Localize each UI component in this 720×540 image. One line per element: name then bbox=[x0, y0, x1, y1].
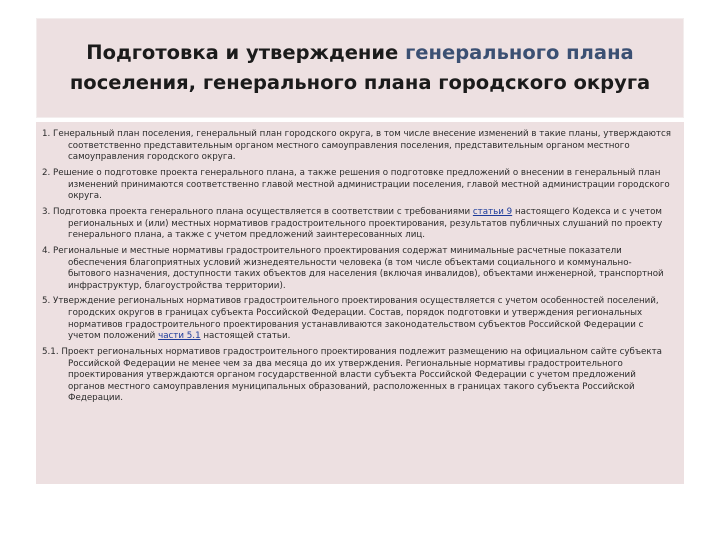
title-box bbox=[36, 18, 684, 118]
slide-title-line-1 bbox=[86, 38, 633, 68]
paragraph-5-text-after: настоящей статьи. bbox=[200, 331, 291, 342]
slide-title-line-2: поселения, генерального плана городского округа bbox=[69, 71, 651, 94]
paragraph-5 bbox=[42, 296, 674, 342]
paragraph-2: 2. Решение о подготовке проекта генерального плана, а также решения о подготовке предложений о внесении в генеральный план изменений принимаются соответственно главой местной администрации поселения, главой местной администрации городского округа. bbox=[42, 167, 670, 202]
paragraph-5-text-before: 5. Утверждение региональных нормативов градостроительного проектирования осуществляется с учетом особенностей поселений, городских округов в границах субъекта Российской Федерации. Состав, порядок подготовки и утверждения региональных нормативов градостроительного проектирования устанавливаются законодательством субъектов Российской Федерации с учетом положений bbox=[42, 296, 659, 342]
paragraph-5-1: 5.1. Проект региональных нормативов градостроительного проектирования подлежит размещению на официальном сайте субъекта Российской Федерации не менее чем за два месяца до их утверждения. Региональные нормативы градостроительного проектирования утверждаются органом государственной власти субъекта Российской Федерации с учетом предложений органов местного самоуправления муниципальных образований, расположенных в границах такого субъекта Российской Федерации. bbox=[42, 347, 662, 404]
paragraph-3-text-before: 3. Подготовка проекта генерального плана осуществляется в соответствии с требованиями bbox=[42, 206, 473, 217]
article-9-link[interactable]: статьи 9 bbox=[472, 206, 513, 217]
title-text-start: Подготовка и утверждение bbox=[86, 41, 406, 64]
paragraph-4: 4. Региональные и местные нормативы градостроительного проектирования содержат минимальные расчетные показатели обеспечения благоприятных условий жизнедеятельности человека (в том числе объектами социального и коммунально-бытового назначения, доступности таких объектов для населения (включая инвалидов), объектами инженерной, транспортной инфраструктур, благоустройства территории). bbox=[42, 245, 664, 291]
paragraph-3-text-after: настоящего Кодекса и с учетом региональных и (или) местных нормативов градостроительного проектирования, результатов публичных слушаний по проекту генерального плана, а также с учетом предложений заинтересованных лиц. bbox=[68, 206, 663, 241]
paragraph-1: 1. Генеральный план поселения, генеральный план городского округа, в том числе внесение изменений в такие планы, утверждаются соответственно представительным органом местного самоуправления поселения, представительным органом местного самоуправления городского округа. bbox=[42, 129, 671, 163]
content-box bbox=[36, 122, 684, 484]
part-5-1-link[interactable]: части 5.1 bbox=[158, 331, 201, 342]
paragraph-3 bbox=[42, 207, 674, 242]
title-text-accent: генерального плана bbox=[405, 41, 634, 64]
